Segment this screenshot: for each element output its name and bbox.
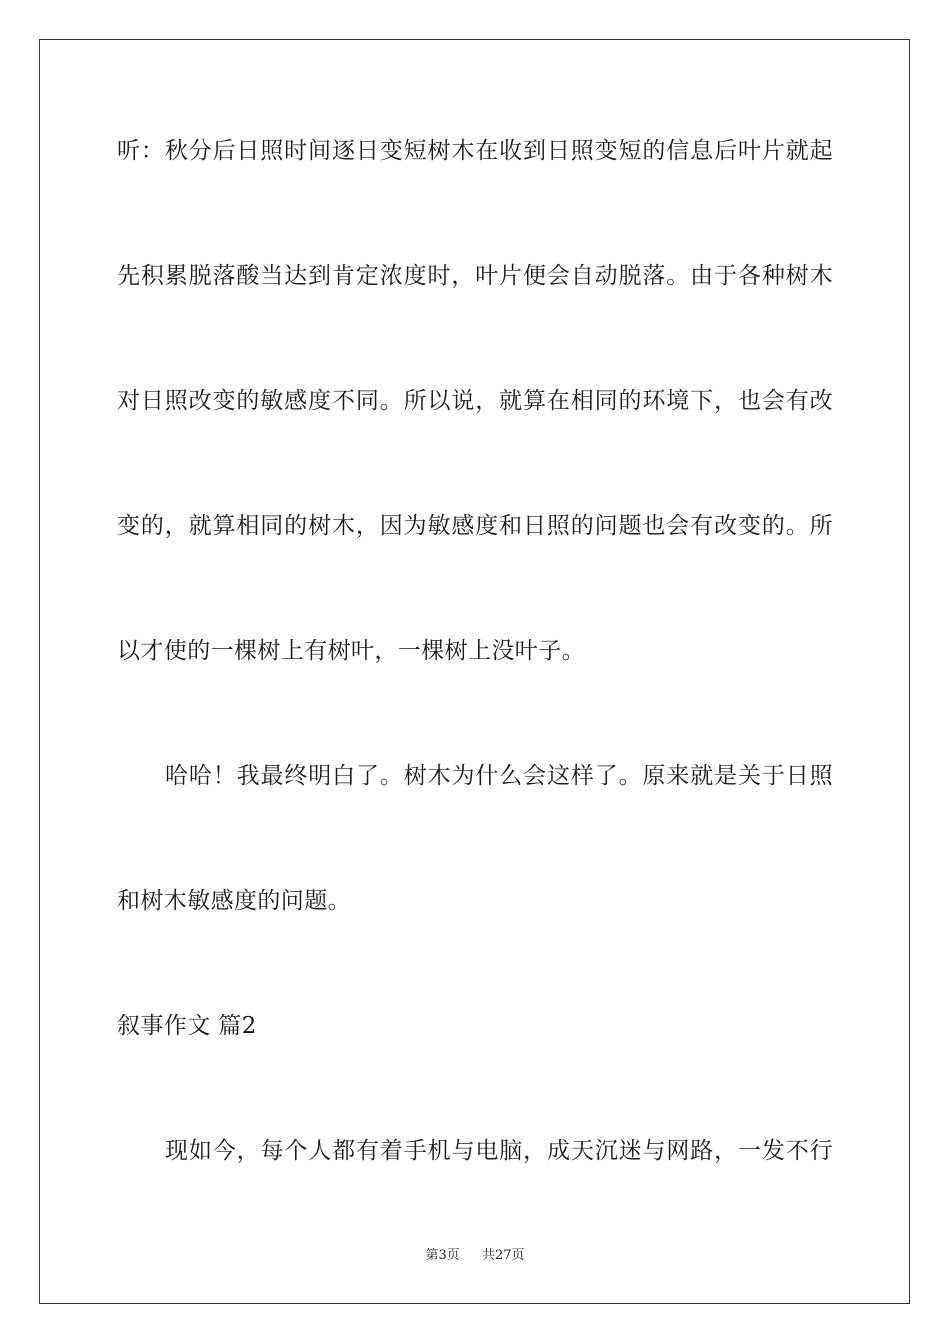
paragraph-line: 对日照改变的敏感度不同。所以说，就算在相同的环境下，也会有改: [117, 388, 833, 414]
page-number-current: 第3页: [425, 1248, 460, 1263]
paragraph-line: 听：秋分后日照时间逐日变短树木在收到日照变短的信息后叶片就起: [117, 138, 833, 164]
page-footer: [0, 1248, 950, 1264]
paragraph-line: 变的，就算相同的树木，因为敏感度和日照的问题也会有改变的。所: [117, 513, 833, 539]
paragraph-line: 和树木敏感度的问题。: [117, 888, 351, 914]
paragraph-line: 现如今，每个人都有着手机与电脑，成天沉迷与网路，一发不行: [165, 1138, 833, 1164]
paragraph-line: 哈哈！我最终明白了。树木为什么会这样了。原来就是关于日照: [165, 763, 833, 789]
page-number-total: 共27页: [482, 1248, 525, 1263]
section-heading: 叙事作文 篇2: [117, 1013, 257, 1039]
page-border: [39, 39, 910, 1304]
paragraph-line: 先积累脱落酸当达到肯定浓度时，叶片便会自动脱落。由于各种树木: [117, 263, 833, 289]
paragraph-line: 以才使的一棵树上有树叶，一棵树上没叶子。: [117, 638, 585, 664]
